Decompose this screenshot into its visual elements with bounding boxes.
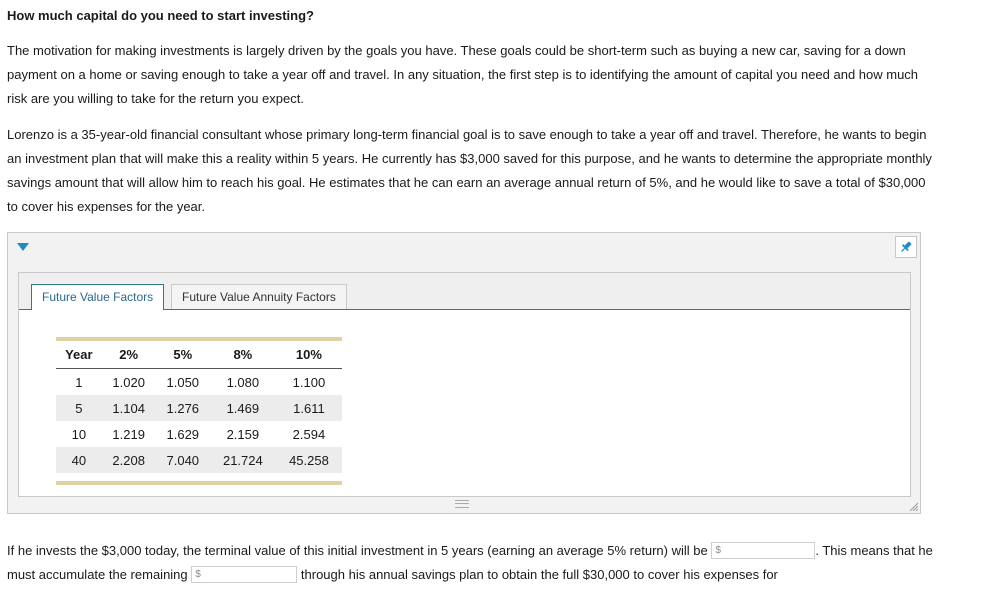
pin-button[interactable] xyxy=(895,236,917,258)
table-cell: 1.629 xyxy=(166,426,200,442)
page-title: How much capital do you need to start investing? xyxy=(7,8,314,23)
table-cell: 1.219 xyxy=(112,426,145,442)
table-cell: 1.050 xyxy=(166,374,200,390)
tab-future-value-annuity-factors[interactable]: Future Value Annuity Factors xyxy=(171,284,347,309)
col-header-8pct: 8% xyxy=(210,341,276,369)
table-cell: 1.020 xyxy=(112,374,145,390)
factors-panel xyxy=(7,232,921,514)
tab-future-value-factors[interactable]: Future Value Factors xyxy=(31,284,164,310)
table-row xyxy=(56,421,342,447)
table-cell: 1.100 xyxy=(292,374,326,390)
col-header-10pct: 10% xyxy=(276,341,342,369)
table-cell: 2.208 xyxy=(102,447,156,473)
question-text-c: through his annual savings plan to obtain the full $30,000 to cover his expenses for xyxy=(300,567,778,582)
table-cell: 1.276 xyxy=(156,395,210,421)
drag-grip-icon[interactable] xyxy=(455,500,469,508)
table-header-row xyxy=(56,341,342,369)
panel-header xyxy=(8,233,920,261)
dollar-prefix: $ xyxy=(715,544,721,556)
question-paragraph xyxy=(7,539,937,587)
table-row xyxy=(56,395,342,421)
collapse-triangle-icon[interactable] xyxy=(17,243,29,251)
tab-bar xyxy=(19,273,910,310)
dollar-prefix: $ xyxy=(195,568,201,580)
scenario-paragraph: Lorenzo is a 35-year-old financial consultant whose primary long-term financial goal is to save enough to take a year off and travel. Therefore, he wants to begin an investment plan that will make this a reality within 5 years. He currently has $3,000 saved for this purpose, and he wants to determine the appropriate monthly savings amount that will allow him to reach his goal. He estimates that he can earn an average annual return of 5%, and he would like to save a total of $30,000 to cover his expenses for the year. xyxy=(7,127,932,214)
table-row xyxy=(56,369,342,396)
col-header-year: Year xyxy=(56,341,102,369)
table-row xyxy=(56,447,342,473)
table-bottom-bar xyxy=(56,481,342,485)
terminal-value-input[interactable] xyxy=(711,542,815,559)
tab-container xyxy=(18,272,911,497)
table-cell: 45.258 xyxy=(276,447,342,473)
pin-icon xyxy=(899,240,913,254)
table-cell: 1.080 xyxy=(226,374,260,390)
table-cell: 2.159 xyxy=(226,426,260,442)
question-text-a: If he invests the $3,000 today, the terminal value of this initial investment in 5 years (earning an average 5% return) will be xyxy=(7,543,708,558)
table-cell: 1.104 xyxy=(102,395,156,421)
table-cell: 1.611 xyxy=(276,395,342,421)
intro-paragraph: The motivation for making investments is largely driven by the goals you have. These goals could be short-term such as buying a new car, saving for a down payment on a home or saving enough to take a year off and travel. In any situation, the first step is to identifying the amount of capital you need and how much risk are you willing to take for the return you expect. xyxy=(7,43,919,106)
table-cell: 40 xyxy=(56,447,102,473)
remaining-amount-input[interactable] xyxy=(191,566,297,583)
table-cell: 10 xyxy=(71,426,87,442)
col-header-5pct: 5% xyxy=(156,341,210,369)
table-cell: 21.724 xyxy=(210,447,276,473)
resize-handle-icon[interactable] xyxy=(908,501,918,511)
table-cell: 1.469 xyxy=(210,395,276,421)
table-cell: 1 xyxy=(75,374,83,390)
col-header-2pct: 2% xyxy=(102,341,156,369)
table-cell: 7.040 xyxy=(156,447,210,473)
future-value-factors-table xyxy=(56,341,342,473)
future-value-factors-table-wrapper xyxy=(56,337,342,485)
table-cell: 5 xyxy=(56,395,102,421)
question-text-b: . This means that he must accumulate the remaining xyxy=(7,543,933,582)
table-cell: 2.594 xyxy=(292,426,326,442)
